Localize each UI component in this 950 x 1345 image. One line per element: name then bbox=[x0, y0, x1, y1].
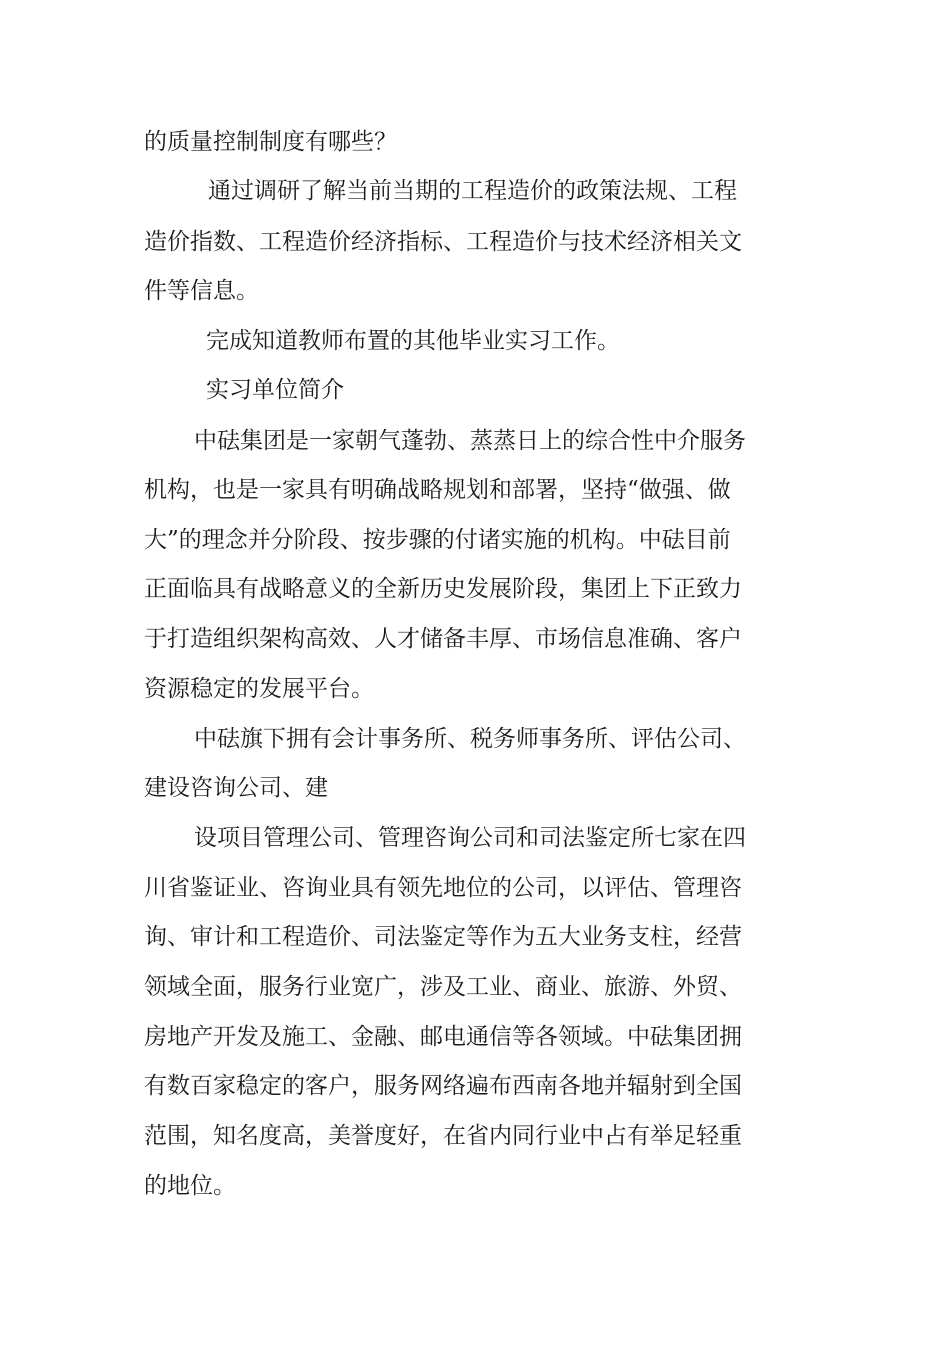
text-line: 件等信息。 bbox=[144, 278, 259, 304]
text-line: 资源稳定的发展平台。 bbox=[144, 676, 374, 702]
text-line: 有数百家稳定的客户，服务网络遍布西南各地并辐射到全国 bbox=[144, 1073, 742, 1099]
text-line: 领域全面，服务行业宽广，涉及工业、商业、旅游、外贸、 bbox=[144, 974, 742, 1000]
text-line: 范围，知名度高，美誉度好，在省内同行业中占有举足轻重 bbox=[144, 1123, 742, 1149]
text-line: 完成知道教师布置的其他毕业实习工作。 bbox=[206, 328, 620, 354]
text-line: 造价指数、工程造价经济指标、工程造价与技术经济相关文 bbox=[144, 229, 742, 255]
text-line: 询、审计和工程造价、司法鉴定等作为五大业务支柱，经营 bbox=[144, 924, 742, 950]
text-line: 中砝旗下拥有会计事务所、税务师事务所、评估公司、 bbox=[194, 726, 746, 752]
text-line: 建设咨询公司、建 bbox=[144, 775, 328, 801]
text-line: 川省鉴证业、咨询业具有领先地位的公司，以评估、管理咨 bbox=[144, 875, 742, 901]
text-line: 大”的理念并分阶段、按步骤的付诸实施的机构。中砝目前 bbox=[144, 527, 731, 553]
text-line: 机构，也是一家具有明确战略规划和部署，坚持“做强、做 bbox=[144, 477, 731, 503]
text-line: 设项目管理公司、管理咨询公司和司法鉴定所七家在四 bbox=[194, 825, 746, 851]
text-line: 中砝集团是一家朝气蓬勃、蒸蒸日上的综合性中介服务 bbox=[194, 428, 746, 454]
text-line: 正面临具有战略意义的全新历史发展阶段，集团上下正致力 bbox=[144, 576, 742, 602]
text-line: 的质量控制制度有哪些？ bbox=[144, 129, 397, 155]
text-line: 房地产开发及施工、金融、邮电通信等各领域。中砝集团拥 bbox=[144, 1024, 742, 1050]
text-line: 于打造组织架构高效、人才储备丰厚、市场信息准确、客户 bbox=[144, 626, 742, 652]
text-line: 的地位。 bbox=[144, 1173, 236, 1199]
section-heading: 实习单位简介 bbox=[206, 377, 344, 403]
text-line: 通过调研了解当前当期的工程造价的政策法规、工程 bbox=[208, 178, 737, 204]
